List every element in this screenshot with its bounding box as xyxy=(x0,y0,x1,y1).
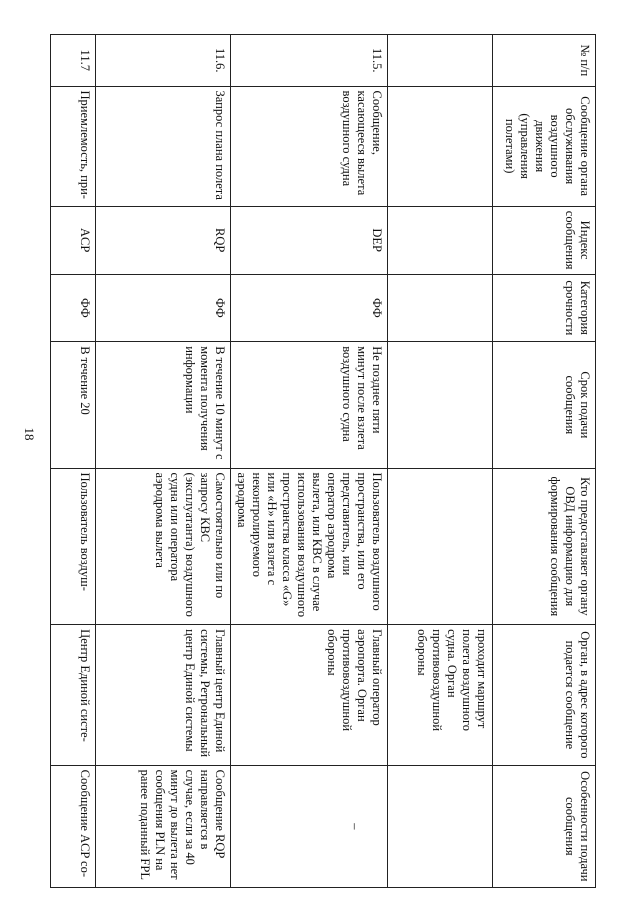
cell-provider: Пользователь воздушного пространства, или его представитель, или оператор аэродрома вылета, или КВС в случае использования воздушного пространства класса «G» или «Н» или взлета с неконтролируемого аэродрома xyxy=(231,468,388,625)
header-features: Особенности подачи сообщения xyxy=(493,765,596,887)
cell-num xyxy=(388,35,493,87)
header-message: Сообщение органа обслуживания воздушного движения (управления полетами) xyxy=(493,86,596,206)
cell-recipient: Центр Единой систе- xyxy=(51,625,96,765)
cell-recipient: Главный центр Единой системы, Ретрональный центр Единой системы xyxy=(96,625,231,765)
cell-provider: Самостоятельно или по запросу КВС (эксплуатанта) воздушного судна или оператора аэродрома вылета xyxy=(96,468,231,625)
header-deadline: Срок подачи сообщения xyxy=(493,342,596,468)
cell-num: 11.7 xyxy=(51,35,96,87)
cell-index: ACP xyxy=(51,206,96,274)
cell-recipient: Главный оператор аэропорта. Орган противовоздушной обороны xyxy=(231,625,388,765)
cell-message: Сообщение, касающееся вылета воздушного судна xyxy=(231,86,388,206)
table-row xyxy=(51,35,96,888)
header-provider: Кто предоставляет органу ОВД информацию для формирования сообщения xyxy=(493,468,596,625)
cell-num: 11.5. xyxy=(231,35,388,87)
cell-index: RQP xyxy=(96,206,231,274)
cell-deadline: В течение 20 xyxy=(51,342,96,468)
cell-urgency xyxy=(388,274,493,342)
cell-message: Запрос плана полета xyxy=(96,86,231,206)
cell-deadline: В течение 10 минут с момента получения информации xyxy=(96,342,231,468)
cell-provider xyxy=(388,468,493,625)
cell-urgency: ФФ xyxy=(51,274,96,342)
header-recipient: Орган, в адрес которого подается сообщение xyxy=(493,625,596,765)
table-header-row xyxy=(493,35,596,888)
dash-mark: – xyxy=(348,823,362,830)
header-num: № п/п xyxy=(493,35,596,87)
cell-index xyxy=(388,206,493,274)
page-number: 18 xyxy=(22,427,37,441)
cell-provider: Пользователь воздуш- xyxy=(51,468,96,625)
table-row xyxy=(96,35,231,888)
cell-index: DEP xyxy=(231,206,388,274)
header-urgency: Категория срочности xyxy=(493,274,596,342)
cell-features xyxy=(388,765,493,887)
cell-num: 11.6. xyxy=(96,35,231,87)
cell-message xyxy=(388,86,493,206)
table-row xyxy=(388,35,493,888)
cell-recipient: проходит маршрут полета воздушного судна. Орган противовоздушной обороны xyxy=(388,625,493,765)
cell-features xyxy=(231,765,388,887)
cell-message: Приемлемость, при- xyxy=(51,86,96,206)
cell-deadline xyxy=(388,342,493,468)
table-row xyxy=(231,35,388,888)
cell-features: Сообщение ACP со- xyxy=(51,765,96,887)
rotated-table-container xyxy=(50,34,596,888)
header-index: Индекс сообщения xyxy=(493,206,596,274)
cell-urgency: ФФ xyxy=(231,274,388,342)
message-table xyxy=(50,34,596,888)
cell-urgency: ФФ xyxy=(96,274,231,342)
cell-features: Сообщение RQP направляется в случае, если за 40 минут до вылета нет сообщения PLN на ранее поданный FPL xyxy=(96,765,231,887)
cell-deadline: Не позднее пяти минут после взлета воздушного судна xyxy=(231,342,388,468)
